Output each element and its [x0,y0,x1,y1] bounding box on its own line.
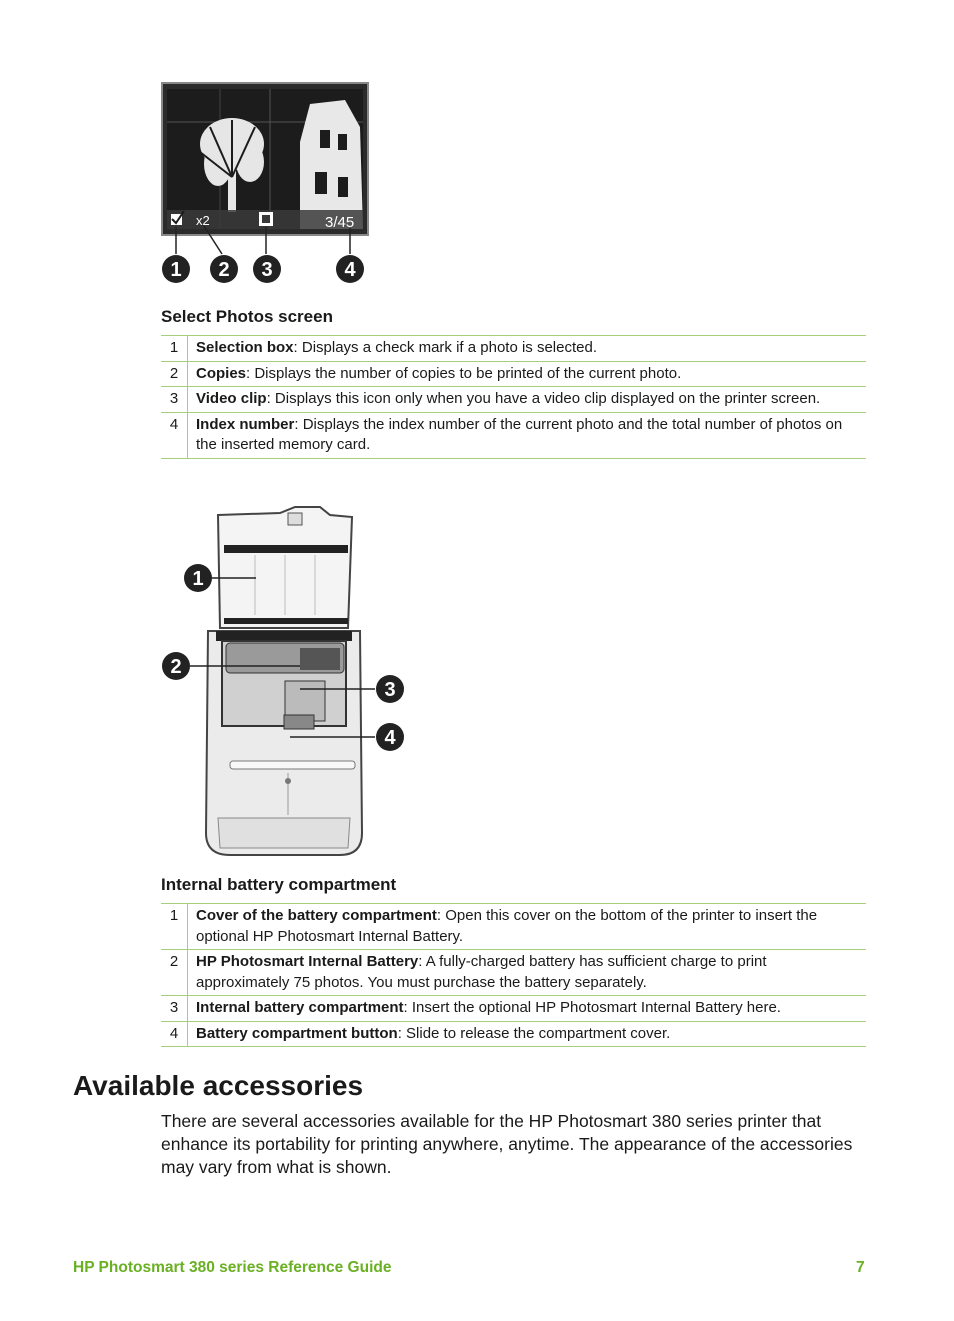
select-photos-screen-illustration [160,82,372,288]
item-text: : Slide to release the compartment cover. [397,1024,671,1042]
table-row [161,904,866,950]
item-term: Internal battery compartment [196,999,404,1016]
item-text: : Displays the number of copies to be printed of the current photo. [246,364,682,382]
table-row [161,336,866,362]
item-number: 1 [161,904,188,950]
select-photos-legend-table [161,335,866,459]
table-row [161,361,866,387]
table-row [161,412,866,458]
item-description [188,1021,867,1047]
battery-compartment-figure [160,503,410,861]
battery-legend-table [161,903,866,1047]
printer-bottom-illustration [160,503,410,861]
item-description [188,950,867,996]
item-number: 3 [161,996,188,1022]
callout-2: 2 [218,259,230,281]
copies-readout: x2 [196,213,210,228]
callout-4: 4 [384,727,396,749]
item-number: 1 [161,336,188,362]
item-description [188,996,867,1022]
select-photos-figure [160,82,372,288]
item-term: Selection box [196,339,294,356]
callout-3: 3 [384,679,396,701]
section-heading: Available accessories [73,1070,364,1101]
item-term: HP Photosmart Internal Battery [196,953,419,970]
callout-1: 1 [192,568,204,590]
table-row [161,1021,866,1047]
callout-2: 2 [170,656,182,678]
item-term: Copies [196,364,247,382]
figure-title: Select Photos screen [161,307,333,326]
item-text: : Insert the optional HP Photosmart Internal Battery here. [403,999,781,1016]
item-text: : Open this cover on the bottom of the printer to insert the optional HP Photosmart Internal Battery. [196,907,818,945]
item-number: 4 [161,412,188,458]
item-text: : Displays the index number of the current photo and the total number of photos on the inserted memory card. [196,415,843,453]
item-description [188,904,867,950]
item-number: 3 [161,387,188,413]
item-term: Cover of the battery compartment [196,907,437,924]
index-number-readout: 3/45 [325,214,355,231]
item-number: 2 [161,950,188,996]
section-paragraph: There are several accessories available for the HP Photosmart 380 series printer that enhance its portability for printing anywhere, anytime. The appearance of the accessories may vary from what is shown. [161,1111,853,1177]
item-description [188,336,867,362]
table-row [161,387,866,413]
footer-guide-title: HP Photosmart 380 series Reference Guide [73,1259,392,1276]
item-description [188,361,867,387]
callout-4: 4 [344,259,356,281]
item-description [188,412,867,458]
callout-3: 3 [261,259,273,281]
item-description [188,387,867,413]
video-clip-icon [259,212,273,226]
callout-1: 1 [170,259,182,281]
table-row [161,996,866,1022]
item-text: : Displays a check mark if a photo is selected. [293,339,597,356]
item-term: Index number [196,415,295,433]
item-number: 4 [161,1021,188,1047]
item-text: : Displays this icon only when you have a video clip displayed on the printer screen. [266,390,821,407]
item-term: Battery compartment button [196,1024,398,1042]
footer-page-number: 7 [856,1259,865,1276]
table-row [161,950,866,996]
item-number: 2 [161,361,188,387]
item-term: Video clip [196,390,267,407]
item-text: : A fully-charged battery has sufficient charge to print approximately 75 photos. You must purchase the battery separately. [196,953,767,991]
figure-title: Internal battery compartment [161,875,397,894]
